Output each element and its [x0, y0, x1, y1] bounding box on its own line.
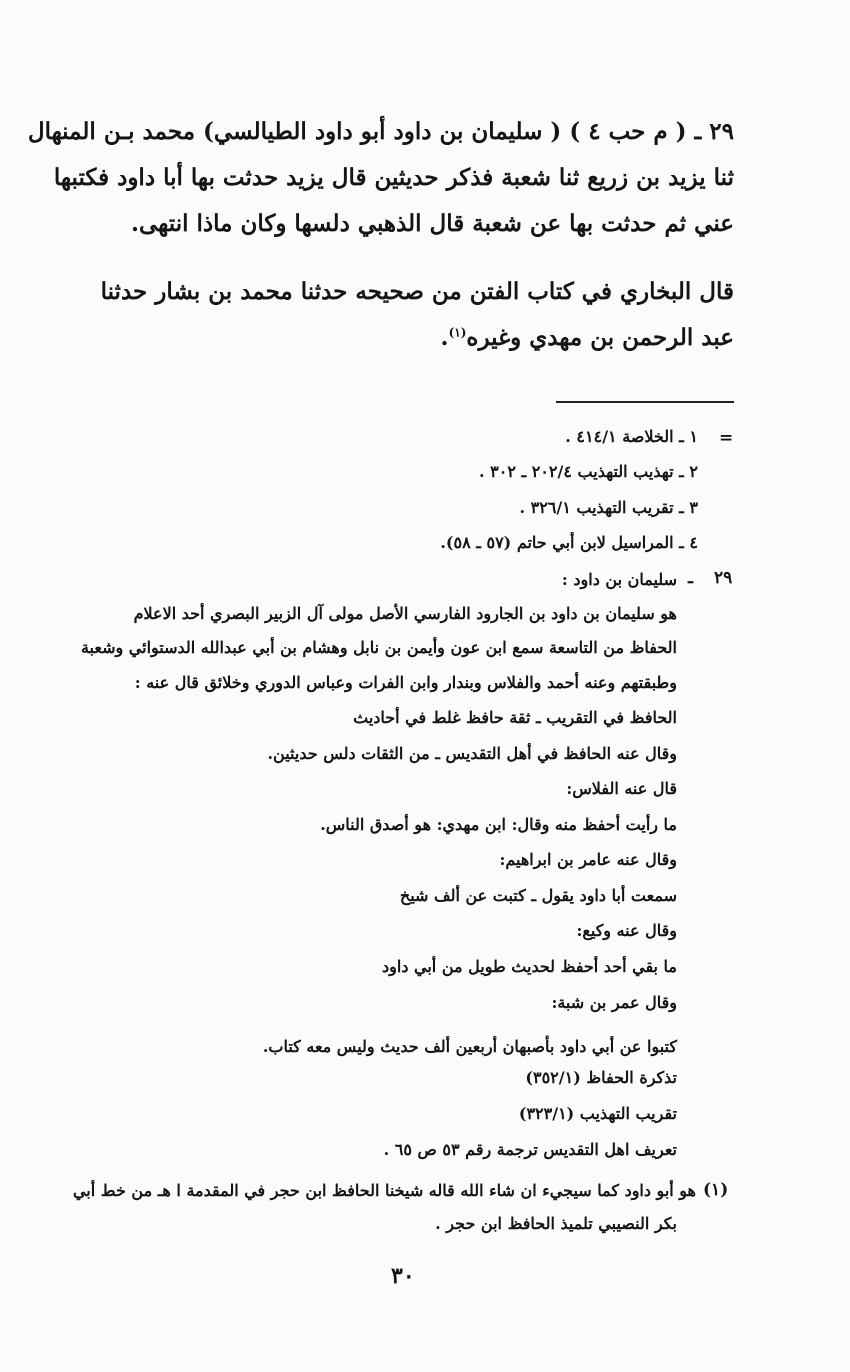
bio-line-7: ما رأيت أحفظ منه وقال: ابن مهدي: هو أصدق الناس.	[320, 815, 677, 834]
bio-line-5: وقال عنه الحافظ في أهل التقديس ـ من الثقات دلس حديثين.	[267, 744, 677, 763]
entry-dash: ـ	[688, 568, 693, 588]
bio-line-15: تقريب التهذيب (٣٢٣/١)	[518, 1104, 677, 1123]
main-line-2: ثنا يزيد بن زريع ثنا شعبة فذكر حديثين قال يزيد حدثت بها أبا داود فكتبها	[53, 164, 734, 191]
ref-1: ١ ـ الخلاصة ٤١٤/١ .	[565, 427, 698, 446]
note1-line-2: بكر النصيبي تلميذ الحافظ ابن حجر .	[435, 1214, 677, 1233]
bio-line-12: وقال عمر بن شبة:	[551, 993, 677, 1012]
bio-line-3: وطبقتهم وعنه أحمد والفلاس وبندار وابن الفرات وعباس الدوري وخلائق قال عنه :	[134, 673, 677, 692]
entry-title: سليمان بن داود :	[561, 570, 677, 589]
continuation-mark: =	[719, 428, 734, 448]
bio-line-6: قال عنه الفلاس:	[566, 779, 677, 798]
bio-line-10: وقال عنه وكيع:	[576, 921, 677, 940]
note1-line-1: هو أبو داود كما سيجيء ان شاء الله قاله شيخنا الحافظ ابن حجر في المقدمة ا هـ من خط أبي	[72, 1181, 696, 1200]
bio-line-11: ما بقي أحد أحفظ لحديث طويل من أبي داود	[382, 957, 677, 976]
bio-line-14: تذكرة الحفاظ (٣٥٢/١)	[525, 1068, 677, 1087]
ref-3: ٣ ـ تقريب التهذيب ٣٢٦/١ .	[519, 498, 698, 517]
entry-number: ٢٩	[714, 568, 733, 588]
ref-2: ٢ ـ تهذيب التهذيب ٢٠٢/٤ ـ ٣٠٢ .	[478, 462, 698, 481]
footnote-separator	[556, 401, 734, 403]
bio-line-9: سمعت أبا داود يقول ـ كتبت عن ألف شيخ	[399, 886, 677, 905]
bio-line-4: الحافظ في التقريب ـ ثقة حافظ غلط في أحاديث	[353, 708, 677, 727]
main-line-4: قال البخاري في كتاب الفتن من صحيحه حدثنا محمد بن بشار حدثنا	[100, 278, 734, 305]
main-line-3: عني ثم حدثت بها عن شعبة قال الذهبي دلسها وكان ماذا انتهى.	[130, 210, 734, 237]
main-line-5-end: .	[440, 324, 449, 351]
bio-line-16: تعريف اهل التقديس ترجمة رقم ٥٣ ص ٦٥ .	[383, 1140, 677, 1159]
main-line-1: ٢٩ ـ ( م حب ٤ ) ( سليمان بن داود أبو داود الطيالسي) محمد بـن المنهال	[27, 118, 734, 145]
footnote-ref-1: (١)	[448, 325, 467, 340]
main-line-5	[441, 324, 734, 351]
note1-marker: (١)	[703, 1180, 729, 1200]
ref-4: ٤ ـ المراسيل لابن أبي حاتم (٥٧ ـ ٥٨).	[440, 533, 698, 552]
bio-line-13: كتبوا عن أبي داود بأصبهان أربعين ألف حديث وليس معه كتاب.	[262, 1037, 677, 1056]
bio-line-8: وقال عنه عامر بن ابراهيم:	[499, 850, 677, 869]
page-number: ٣٠	[391, 1263, 415, 1289]
main-line-5-text: عبد الرحمن بن مهدي وغيره	[466, 324, 734, 351]
bio-line-1: هو سليمان بن داود بن الجارود الفارسي الأصل مولى آل الزبير البصري أحد الاعلام	[133, 604, 677, 623]
bio-line-2: الحفاظ من التاسعة سمع ابن عون وأيمن بن نابل وهشام بن أبي عبدالله الدستوائي وشعبة	[80, 638, 677, 657]
